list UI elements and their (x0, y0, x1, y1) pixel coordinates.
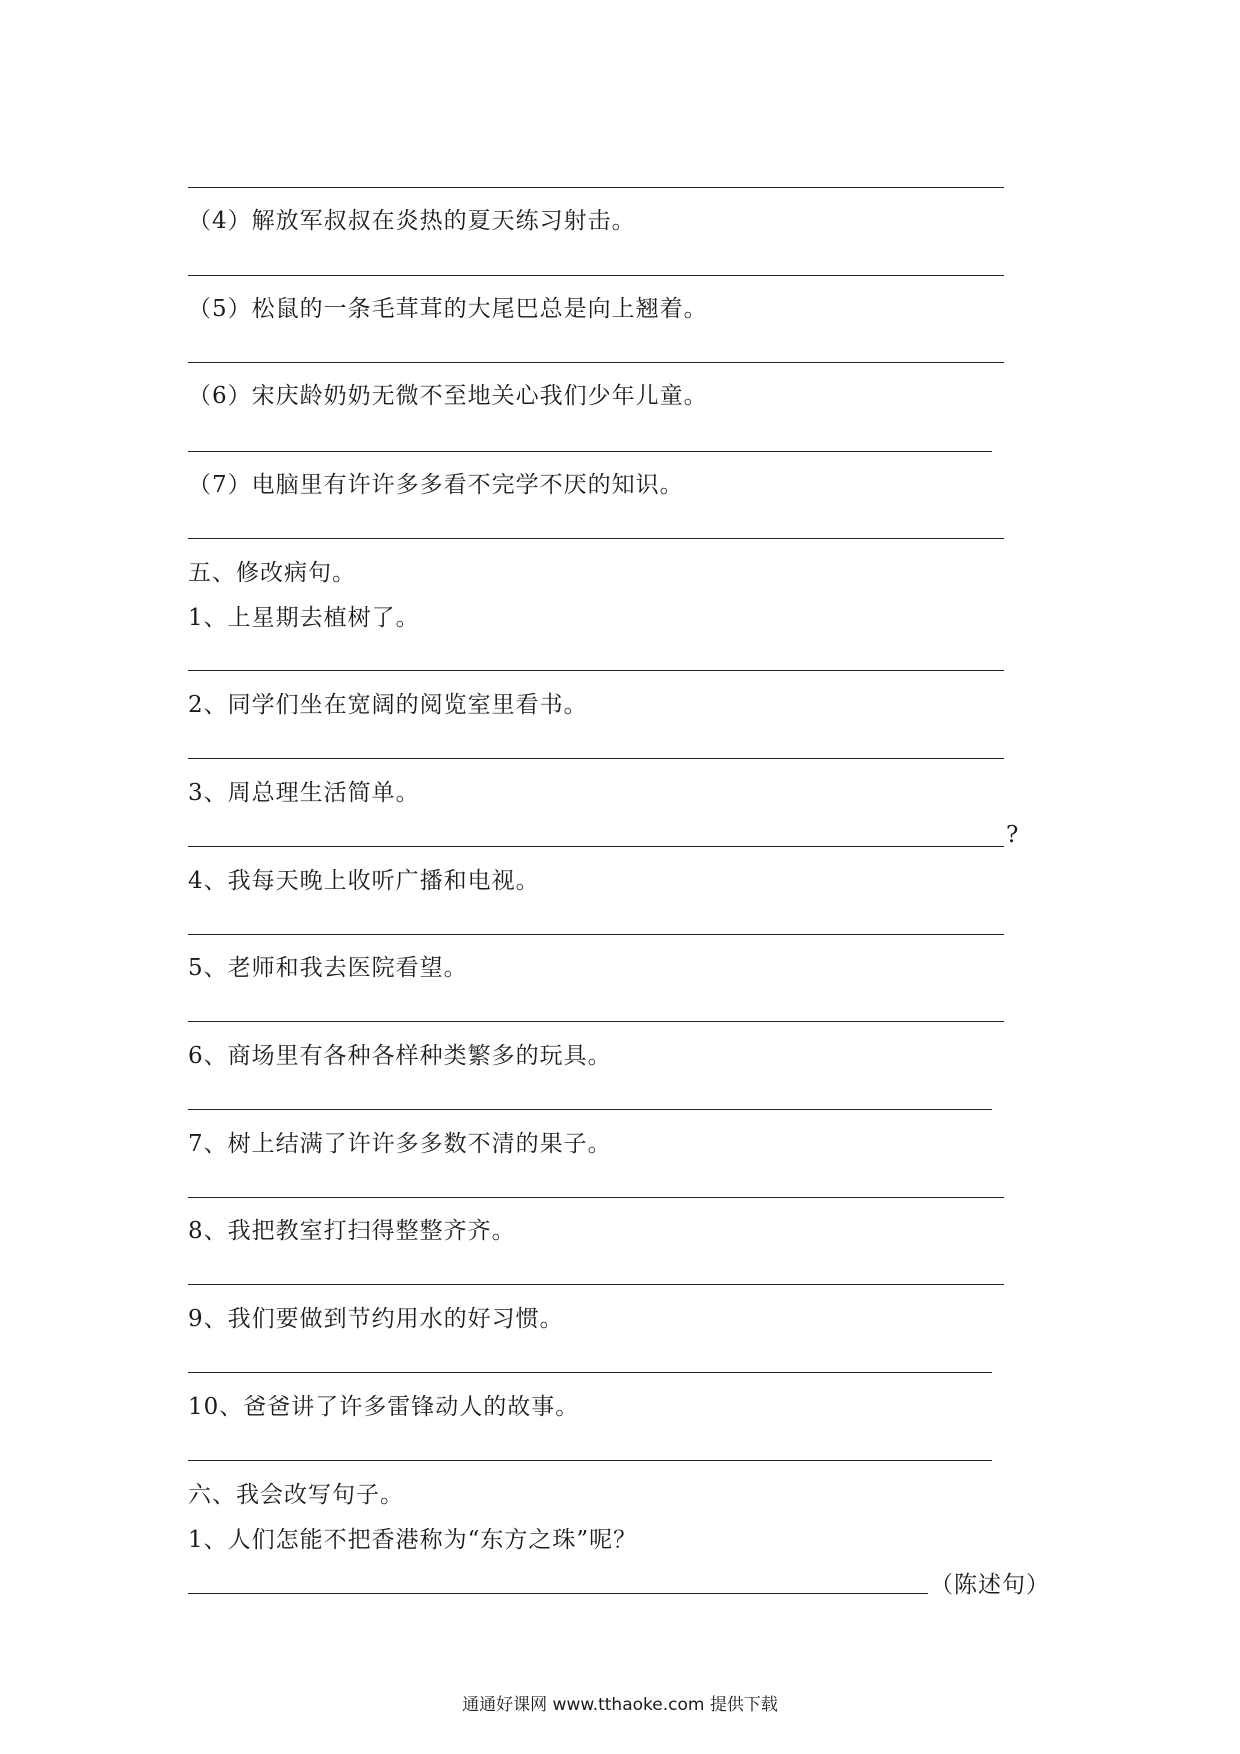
answer-line[interactable] (188, 187, 1004, 188)
sentence-item: 8、我把教室打扫得整整齐齐。 (188, 1218, 516, 1244)
answer-line[interactable] (188, 451, 992, 452)
answer-line[interactable] (188, 1372, 992, 1373)
answer-line[interactable] (188, 1197, 1004, 1198)
answer-line[interactable] (188, 1021, 1004, 1022)
answer-line[interactable] (188, 1460, 992, 1461)
answer-line[interactable] (188, 758, 1004, 759)
answer-line[interactable] (188, 1593, 928, 1594)
sentence-item: 3、周总理生活简单。 (188, 780, 420, 806)
sentence-item: （4）解放军叔叔在炎热的夏天练习射击。 (188, 208, 636, 234)
answer-line[interactable] (188, 1284, 1004, 1285)
sentence-item: 9、我们要做到节约用水的好习惯。 (188, 1306, 564, 1332)
answer-line[interactable] (188, 670, 1004, 671)
answer-line[interactable] (188, 362, 1004, 363)
sentence-item: （7）电脑里有许许多多看不完学不厌的知识。 (188, 472, 684, 498)
answer-line[interactable] (188, 1109, 992, 1110)
section-heading: 六、我会改写句子。 (188, 1482, 404, 1508)
sentence-item: 10、爸爸讲了许多雷锋动人的故事。 (188, 1394, 580, 1420)
sentence-item: 2、同学们坐在宽阔的阅览室里看书。 (188, 692, 588, 718)
sentence-item: 6、商场里有各种各样种类繁多的玩具。 (188, 1043, 612, 1069)
sentence-item: 1、上星期去植树了。 (188, 605, 420, 631)
answer-line[interactable] (188, 275, 1004, 276)
sentence-item: （6）宋庆龄奶奶无微不至地关心我们少年儿童。 (188, 383, 708, 409)
sentence-item: 4、我每天晚上收听广播和电视。 (188, 868, 540, 894)
section-heading: 五、修改病句。 (188, 560, 356, 586)
answer-line[interactable] (188, 934, 1004, 935)
sentence-item: （5）松鼠的一条毛茸茸的大尾巴总是向上翘着。 (188, 296, 708, 322)
sentence-item: 7、树上结满了许许多多数不清的果子。 (188, 1131, 612, 1157)
sentence-item: 1、人们怎能不把香港称为“东方之珠”呢？ (188, 1527, 638, 1553)
answer-line[interactable] (188, 538, 1004, 539)
sentence-type-hint: （陈述句） (930, 1572, 1050, 1598)
answer-line[interactable] (188, 846, 1004, 847)
sentence-item: 5、老师和我去医院看望。 (188, 955, 468, 981)
question-mark: ? (1006, 822, 1019, 848)
page-footer: 通通好课网 www.tthaoke.com 提供下载 (462, 1695, 778, 1715)
